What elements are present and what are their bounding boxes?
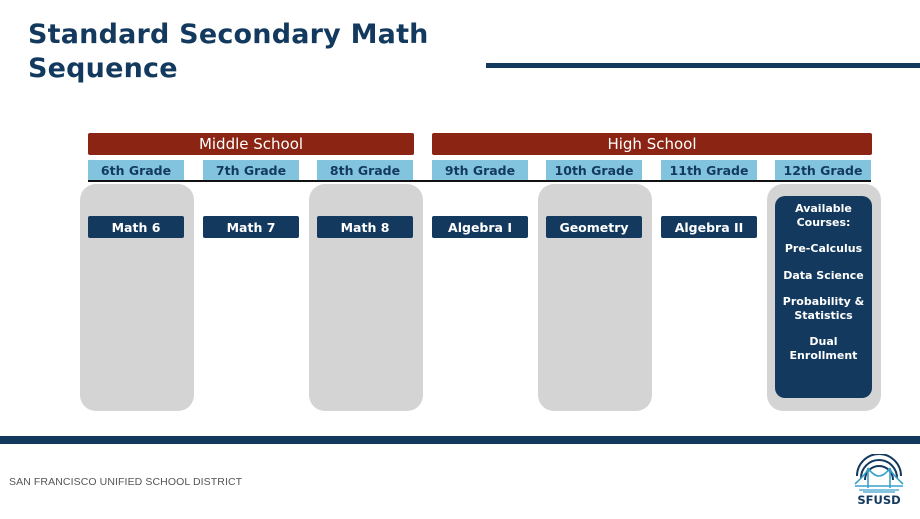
course-math-8: Math 8 (317, 216, 413, 238)
available-courses-heading: Available Courses: (795, 202, 852, 229)
available-courses-box (775, 196, 872, 398)
band-middle-school: Middle School (88, 133, 414, 155)
page-title: Standard Secondary Math Sequence (28, 19, 429, 84)
district-name: SAN FRANCISCO UNIFIED SCHOOL DISTRICT (9, 476, 243, 488)
available-course-precalculus: Pre-Calculus (784, 242, 863, 255)
grade-12: 12th Grade (775, 160, 871, 180)
band-high-school: High School (432, 133, 872, 155)
grade-7: 7th Grade (203, 160, 299, 180)
grade-6: 6th Grade (88, 160, 184, 180)
course-algebra-2: Algebra II (661, 216, 757, 238)
grade-10: 10th Grade (546, 160, 642, 180)
course-math-7: Math 7 (203, 216, 299, 238)
available-course-dual-enrollment: Dual Enrollment (789, 335, 858, 362)
footer-rule (0, 436, 920, 444)
grade-11: 11th Grade (661, 160, 757, 180)
title-rule (486, 63, 920, 68)
course-geometry: Geometry (546, 216, 642, 238)
available-course-probability-statistics: Probability & Statistics (782, 295, 865, 322)
course-algebra-1: Algebra I (432, 216, 528, 238)
grade-8: 8th Grade (317, 160, 413, 180)
logo-text: SFUSD (857, 493, 901, 507)
course-math-6: Math 6 (88, 216, 184, 238)
available-course-data-science: Data Science (783, 268, 864, 282)
grade-9: 9th Grade (432, 160, 528, 180)
grade-underline (88, 180, 871, 182)
